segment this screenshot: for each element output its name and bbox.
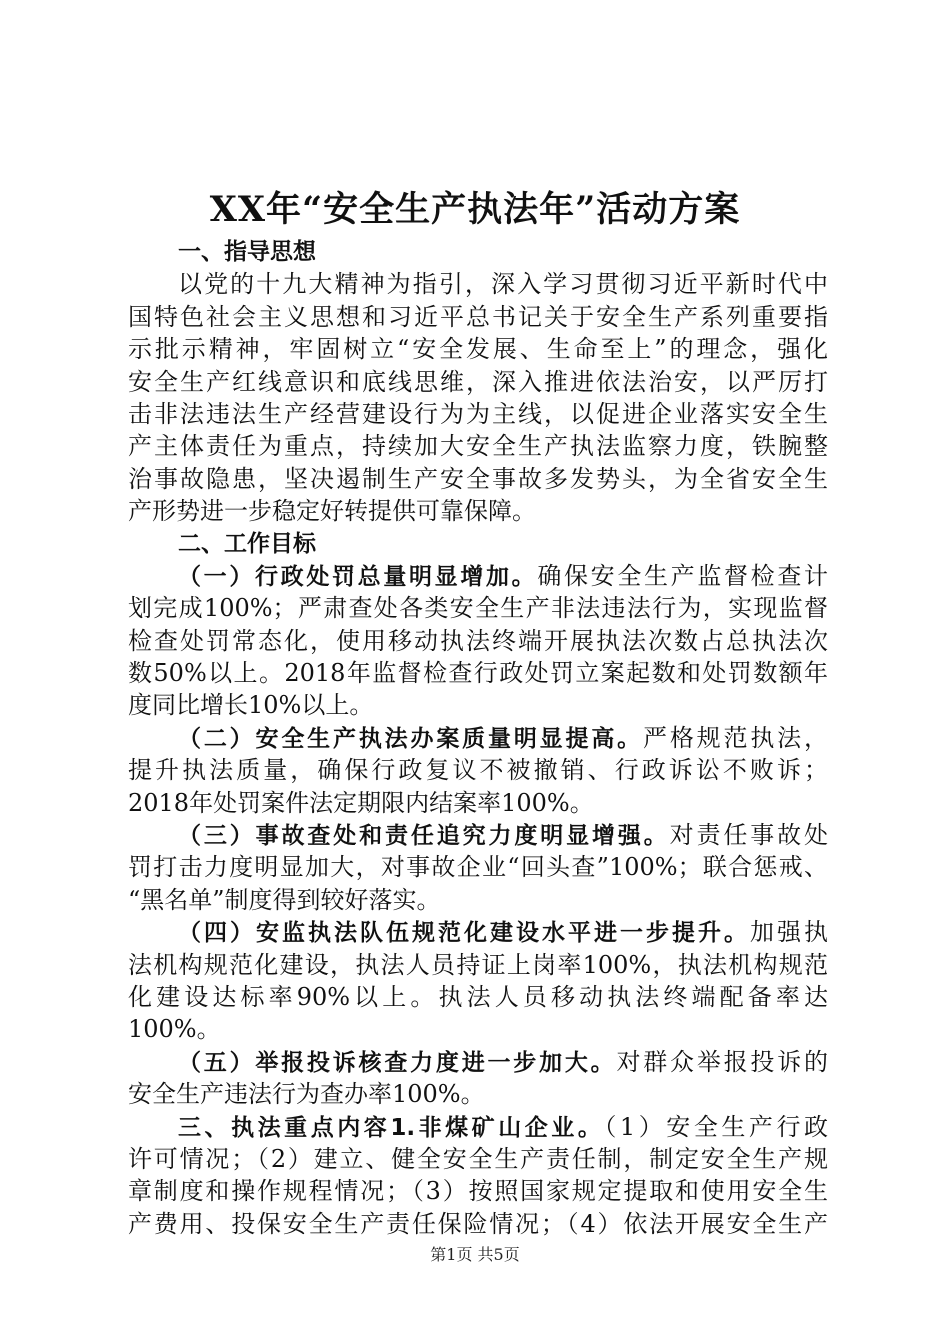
- section-heading-guiding-ideology: 一、指导思想: [178, 239, 316, 265]
- paragraph-line: 产形势进一步稳定好转提供可靠保障。: [128, 497, 536, 526]
- goal-1-first-line: [128, 560, 828, 592]
- goal-1-text: 确保安全生产监督检查计: [537, 561, 829, 590]
- section-heading-work-goals: 二、工作目标: [178, 530, 316, 557]
- paragraph-line: 化建设达标率90%以上。执法人员移动执法终端配备率达: [128, 982, 828, 1011]
- section-heading-enforcement-focus: 三、执法重点内容1.非煤矿山企业。: [178, 1114, 605, 1141]
- goal-1-heading: （一）行政处罚总量明显增加。: [178, 563, 538, 590]
- paragraph-line: 安全生产违法行为查办率100%。: [128, 1080, 485, 1109]
- document-body: [128, 236, 828, 1240]
- section-3-text: （1）安全生产行政: [604, 1112, 828, 1141]
- section-3-first-line: [128, 1111, 828, 1143]
- paragraph-line: 安全生产红线意识和底线思维，深入推进依法治安，以严厉打: [128, 367, 828, 396]
- goal-4-text: 加强执: [750, 918, 828, 947]
- paragraph-line: 检查处罚常态化，使用移动执法终端开展执法次数占总执法次: [128, 626, 828, 655]
- goal-5-first-line: [128, 1046, 828, 1078]
- document-title: XX年“安全生产执法年”活动方案: [209, 189, 741, 230]
- goal-5-heading: （五）举报投诉核查力度进一步加大。: [178, 1049, 617, 1076]
- goal-2-first-line: [128, 722, 828, 754]
- paragraph-line: 数50%以上。2018年监督检查行政处罚立案起数和处罚数额年: [128, 659, 828, 688]
- paragraph-line: 国特色社会主义思想和习近平总书记关于安全生产系列重要指: [128, 302, 828, 331]
- goal-4-first-line: [128, 916, 828, 948]
- paragraph-line: 治事故隐患，坚决遏制生产安全事故多发势头，为全省安全生: [128, 464, 828, 493]
- paragraph-line: 章制度和操作规程情况；（3）按照国家规定提取和使用安全生: [128, 1177, 828, 1206]
- goal-2-heading: （二）安全生产执法办案质量明显提高。: [178, 725, 643, 752]
- paragraph-line: 击非法违法生产经营建设行为为主线，以促进企业落实安全生: [128, 399, 828, 428]
- paragraph-line: 100%。: [128, 1015, 221, 1044]
- paragraph-line: 示批示精神，牢固树立“安全发展、生命至上”的理念，强化: [128, 335, 828, 364]
- paragraph-line: 划完成100%；严肃查处各类安全生产非法违法行为，实现监督: [128, 594, 828, 623]
- goal-2-text: 严格规范执法，: [643, 723, 828, 752]
- paragraph-line: 罚打击力度明显加大，对事故企业“回头查”100%；联合惩戒、: [128, 853, 828, 882]
- goal-4-heading: （四）安监执法队伍规范化建设水平进一步提升。: [178, 920, 750, 947]
- paragraph-line: 许可情况；（2）建立、健全安全生产责任制，制定安全生产规: [128, 1144, 828, 1173]
- goal-3-text: 对责任事故处: [669, 821, 828, 850]
- page-number-footer: 第1页 共5页: [430, 1245, 520, 1264]
- paragraph-line: 度同比增长10%以上。: [128, 691, 374, 720]
- paragraph-line: 提升执法质量，确保行政复议不被撤销、行政诉讼不败诉；: [128, 756, 828, 785]
- paragraph-line: “黑名单”制度得到较好落实。: [128, 885, 441, 914]
- goal-3-first-line: [128, 819, 828, 851]
- paragraph-line: 2018年处罚案件法定期限内结案率100%。: [128, 788, 594, 817]
- paragraph-line: 产费用、投保安全生产责任保险情况；（4）依法开展安全生产: [128, 1209, 828, 1238]
- goal-3-heading: （三）事故查处和责任追究力度明显增强。: [178, 823, 670, 850]
- goal-5-text: 对群众举报投诉的: [616, 1047, 829, 1076]
- paragraph-line: 法机构规范化建设，执法人员持证上岗率100%，执法机构规范: [128, 950, 828, 979]
- paragraph-line: 产主体责任为重点，持续加大安全生产执法监察力度，铁腕整: [128, 432, 828, 461]
- paragraph-line: 以党的十九大精神为指引，深入学习贯彻习近平新时代中: [178, 270, 828, 299]
